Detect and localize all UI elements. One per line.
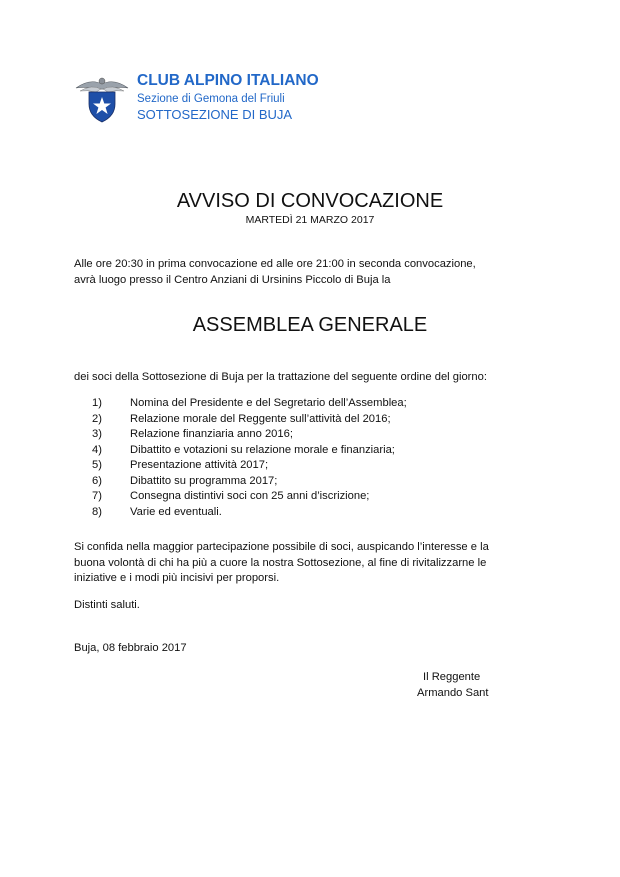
closing-line: Si confida nella maggior partecipazione possibile di soci, auspicando l’interesse e la bbox=[74, 541, 489, 553]
cai-logo-icon bbox=[74, 74, 130, 124]
place-date: Buja, 08 febbraio 2017 bbox=[74, 642, 187, 654]
agenda-text: Nomina del Presidente e del Segretario dell’Assemblea; bbox=[130, 397, 407, 409]
agenda-text: Relazione morale del Reggente sull’attività del 2016; bbox=[130, 412, 391, 425]
notice-title: AVVISO DI CONVOCAZIONE bbox=[176, 190, 444, 212]
agenda-number: 3) bbox=[92, 428, 102, 440]
org-section: Sezione di Gemona del Friuli bbox=[137, 93, 285, 105]
agenda-number: 6) bbox=[92, 474, 102, 487]
agenda-item bbox=[74, 489, 534, 505]
agenda-list bbox=[74, 396, 534, 520]
agenda-text: Varie ed eventuali. bbox=[130, 505, 222, 518]
assembly-title: ASSEMBLEA GENERALE bbox=[192, 314, 428, 336]
agenda-item bbox=[74, 505, 534, 521]
agenda-item bbox=[74, 443, 534, 459]
agenda-text: Presentazione attività 2017; bbox=[130, 459, 269, 471]
intro-line: avrà luogo presso il Centro Anziani di Ursinins Piccolo di Buja la bbox=[74, 273, 391, 286]
agenda-text: Dibattito su programma 2017; bbox=[130, 474, 278, 487]
agenda-item bbox=[74, 427, 534, 443]
closing-line: buona volontà di chi ha più a cuore la nostra Sottosezione, al fine di rivitalizzarne le bbox=[74, 556, 487, 569]
signature-role: Il Reggente bbox=[423, 671, 481, 683]
agenda-text: Relazione finanziaria anno 2016; bbox=[130, 428, 293, 440]
agenda-item bbox=[74, 396, 534, 412]
intro-paragraph bbox=[74, 257, 476, 288]
agenda-text: Dibattito e votazioni su relazione morale e finanziaria; bbox=[130, 443, 395, 456]
agenda-text: Consegna distintivi soci con 25 anni d’iscrizione; bbox=[130, 490, 370, 502]
org-name: CLUB ALPINO ITALIANO bbox=[137, 72, 319, 89]
agenda-item bbox=[74, 412, 534, 428]
agenda-number: 4) bbox=[92, 443, 102, 456]
agenda-number: 7) bbox=[92, 490, 102, 502]
org-subsection: SOTTOSEZIONE DI BUJA bbox=[137, 107, 293, 122]
meeting-date: MARTEDÌ 21 MARZO 2017 bbox=[245, 214, 375, 226]
intro-line: Alle ore 20:30 in prima convocazione ed alle ore 21:00 in seconda convocazione, bbox=[74, 258, 476, 270]
agenda-number: 8) bbox=[92, 505, 102, 518]
agenda-item bbox=[74, 474, 534, 490]
agenda-item bbox=[74, 458, 534, 474]
closing-paragraph bbox=[74, 540, 489, 587]
agenda-number: 5) bbox=[92, 459, 102, 471]
agenda-number: 1) bbox=[92, 397, 102, 409]
signature-name: Armando Sant bbox=[417, 686, 489, 699]
agenda-intro: dei soci della Sottosezione di Buja per la trattazione del seguente ordine del giorno: bbox=[74, 371, 487, 383]
closing-line: iniziative e i modi più incisivi per proporsi. bbox=[74, 572, 280, 584]
signature-block bbox=[417, 670, 489, 701]
agenda-number: 2) bbox=[92, 412, 102, 425]
greeting: Distinti saluti. bbox=[74, 599, 140, 611]
